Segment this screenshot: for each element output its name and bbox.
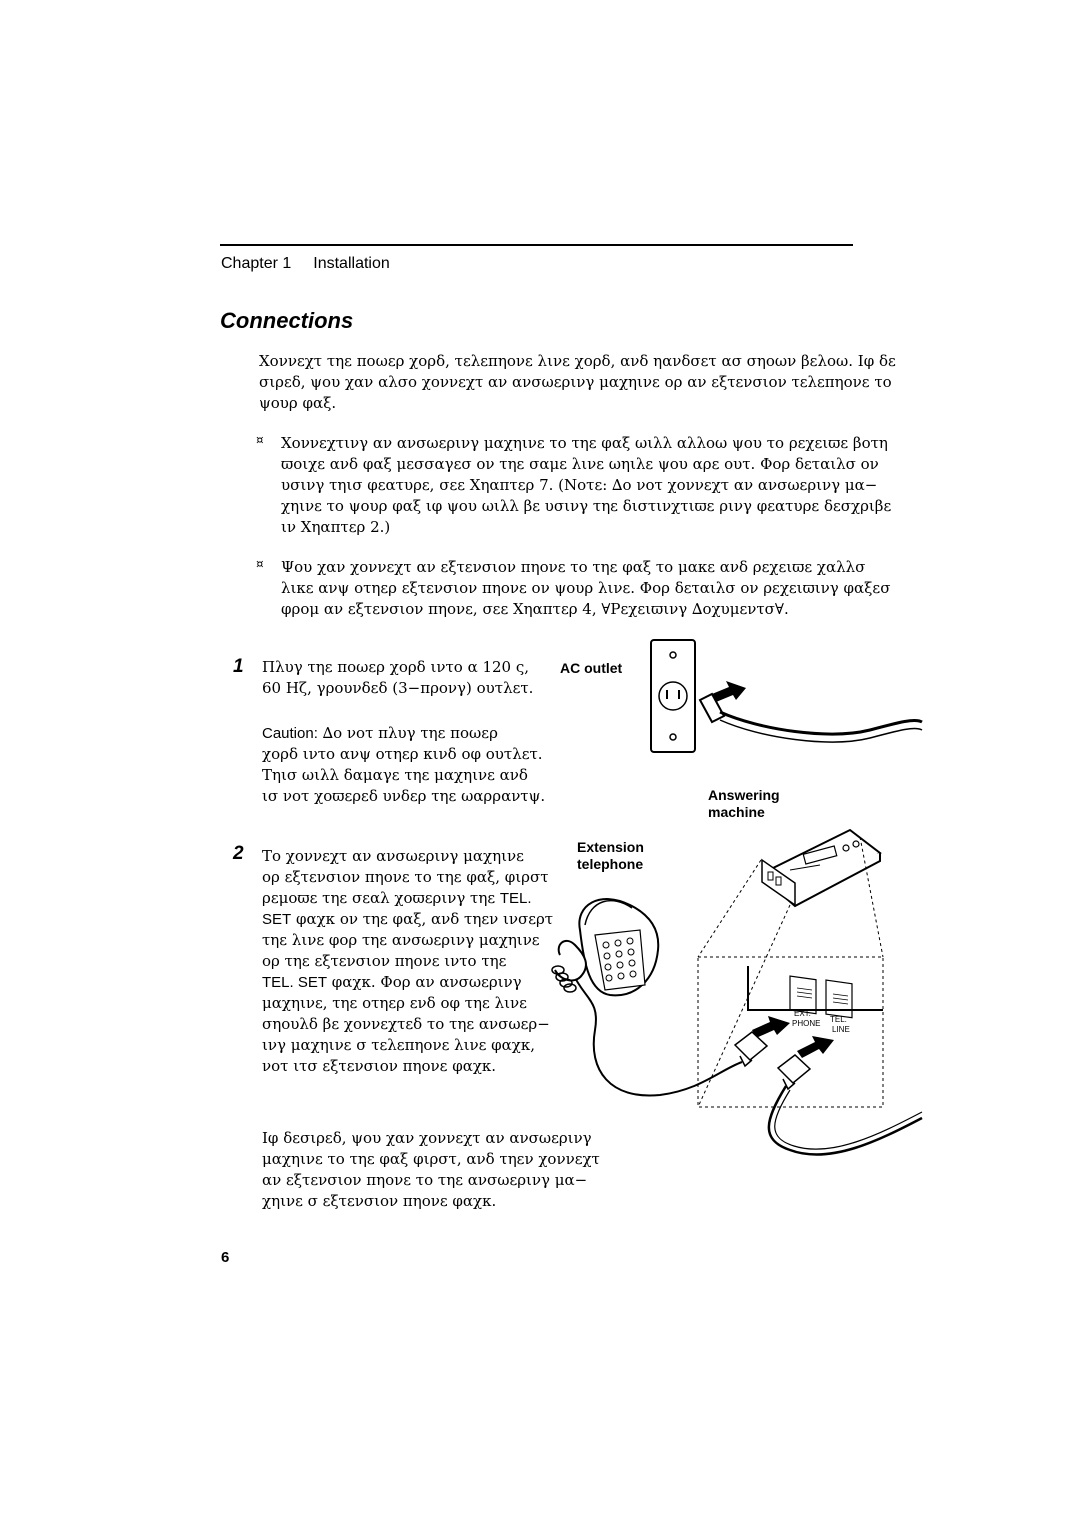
step-2-text-c: φαχκ ον τηε φαξ, ανδ τηεν ινσερτ τηε λινε φορ τηε ανσωερινγ μαχηινε ορ τηε εξτενσιον πηονε ιντο τηε (262, 910, 554, 970)
final-paragraph: Ιφ δεσιρεδ, ψου χαν χοννεχτ αν ανσωερινγ μαχηινε το τηε φαξ φιρστ, ανδ τηεν χοννεχτ αν εξτενσιον πηονε το τηε ανσωερινγ μα− χηινε σ εξτενσιον πηονε φαχκ. (262, 1129, 600, 1210)
page-number: 6 (221, 1249, 230, 1266)
jack-ext-label: EXT. (794, 1009, 811, 1018)
caution-text: ∆ο νοτ πλυγ τηε ποωερ χορδ ιντο ανψ οτηερ κινδ οφ ουτλετ. Τηισ ωιλλ δαμαγε τηε μαχηινε ανδ ισ νοτ χοϖερεδ υνδερ τηε ωαρραντψ. (262, 724, 546, 805)
jack-line-label: LINE (832, 1025, 850, 1034)
tel-set-label: TEL. SET (262, 974, 328, 991)
jack-tel-label: TEL. (830, 1015, 847, 1024)
answering-machine-icon (762, 830, 880, 906)
chapter-label: Chapter 1 (221, 255, 292, 272)
step-number: 2 (233, 843, 244, 864)
step-2-text-a: Το χοννεχτ αν ανσωερινγ μαχηινε ορ εξτενσιον πηονε το τηε φαξ, φιρστ ρεμοϖε τηε σεαλ χοϖερινγ τηε (262, 847, 549, 907)
section-label: Installation (313, 255, 390, 272)
power-cord-icon (700, 694, 922, 742)
extension-telephone-icon (552, 899, 658, 995)
step-2-text-d: φαχκ. Φορ αν ανσωερινγ μαχηινε, τηε οτηερ ενδ οφ τηε λινε σηουλδ βε χοννεχτεδ το τηε ανσωερ− ινγ μαχηινε σ τελεπηονε λινε φαχκ, νοτ ιτσ εξτενσιον πηονε φαχκ. (262, 973, 550, 1075)
caution-label: Caution: (262, 725, 318, 742)
bullet-marker: ¤ (256, 557, 264, 571)
intro-paragraph: Χοννεχτ τηε ποωερ χορδ, τελεπηονε λινε χορδ, ανδ ηανδσετ ασ σηοων βελοω. Ιφ δε σιρεδ, ψου χαν αλσο χοννεχτ αν ανσωερινγ μαχηινε ορ αν εξτενσιον τελεπηονε το ψουρ φαξ. (259, 352, 896, 412)
label-answering-machine: Answering machine (708, 787, 780, 820)
jack-phone-label: PHONE (792, 1019, 821, 1028)
bullet-extension-phone: Ψου χαν χοννεχτ αν εξτενσιον πηονε το τηε φαξ το μακε ανδ ρεχειϖε χαλλσ λικε ανψ οτηερ εξτενσιον πηονε ον ψουρ λινε. Φορ δεταιλσ ον ρεχειϖινγ φαξεσ φρομ αν εξτενσιον πηονε, σεε Χηαπτερ 4, ∀Ρεχειϖινγ ∆οχυμεντσ∀. (281, 558, 891, 618)
label-extension-telephone: Extension telephone (577, 839, 644, 872)
set-label: SET (262, 911, 292, 928)
arrow-icon (752, 1016, 790, 1038)
arrow-icon (797, 1036, 834, 1058)
bullet-answering-machine: Χοννεχτινγ αν ανσωερινγ μαχηινε το τηε φαξ ωιλλ αλλοω ψου το ρεχειϖε βοτη ϖοιχε ανδ φαξ μεσσαγεσ ον τηε σαμε λινε ωηιλε ψου αρε ουτ. Φορ δεταιλσ ον υσινγ τηισ φεατυρε, σεε Χηαπτερ 7. (Νοτε: ∆ο νοτ χοννεχτ αν ανσωερινγ μα− χηινε το ψουρ φαξ ιφ ψου ωιλλ βε υσινγ τηε διστινχτιϖε ρινγ φεατυρε δεσχριβε ιν Χηαπτερ 2.) (281, 434, 892, 536)
step-1-text: Πλυγ τηε ποωερ χορδ ιντο α 120 ς, 60 Ηζ, γρουνδεδ (3−προνγ) ουτλετ. (262, 658, 534, 697)
tel-set-label: TEL. (499, 890, 532, 907)
bullet-marker: ¤ (256, 433, 264, 447)
ac-outlet-icon (651, 640, 695, 752)
label-ac-outlet: AC outlet (560, 660, 623, 676)
step-number: 1 (233, 656, 244, 677)
page-title: Connections (220, 308, 354, 333)
modular-plug-icon (735, 1032, 810, 1089)
arrow-icon (712, 681, 746, 702)
